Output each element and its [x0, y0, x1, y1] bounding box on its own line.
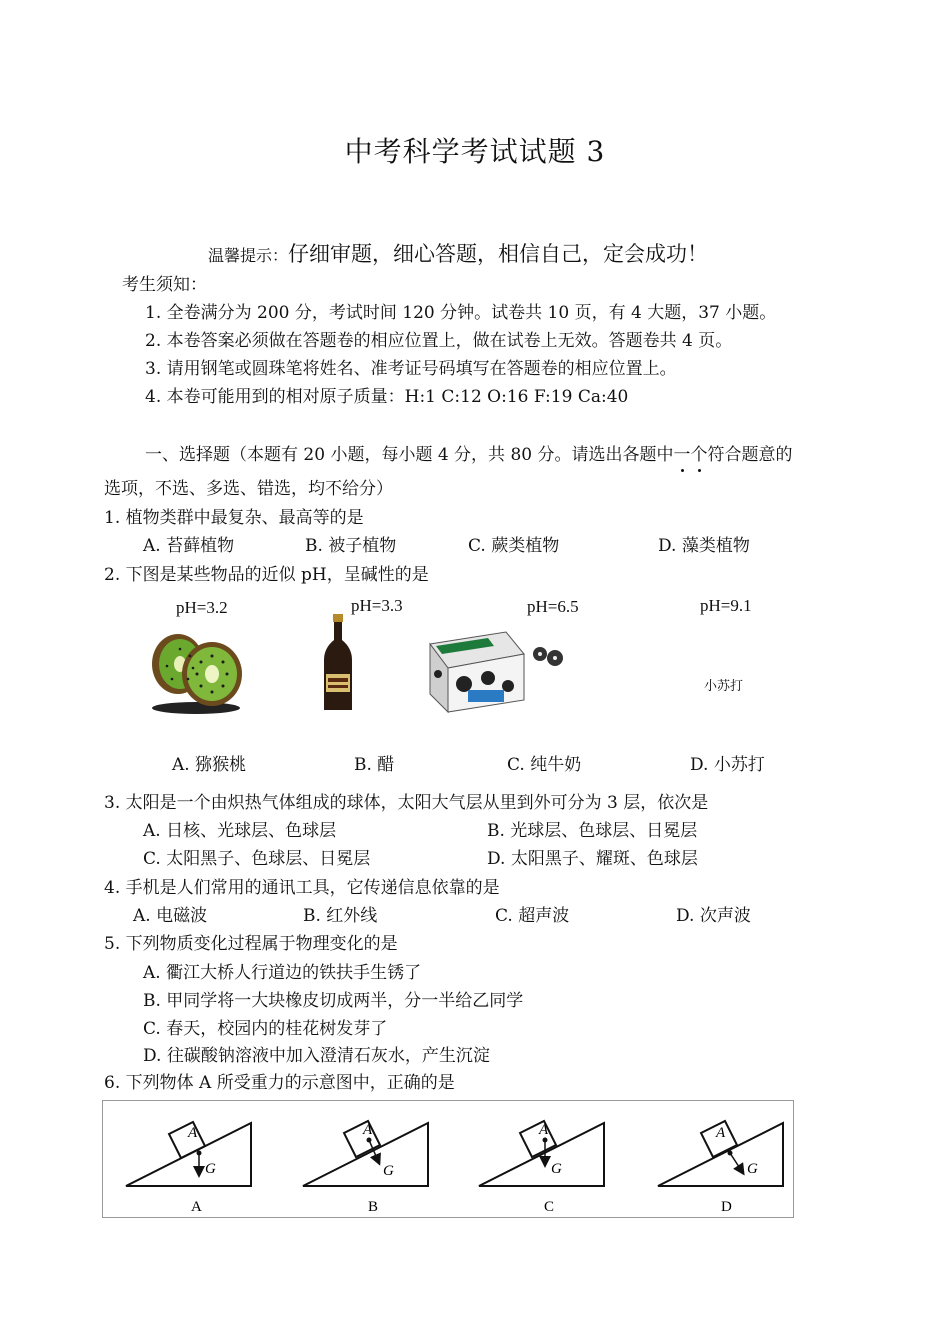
option: B. 红外线 [303, 906, 378, 926]
option: A. 猕猴桃 [172, 755, 247, 775]
notice-item: 3. 请用钢笔或圆珠笔将姓名、准考证号码填写在答题卷的相应位置上。 [145, 359, 677, 379]
question-stem: 2. 下图是某些物品的近似 pH，呈碱性的是 [104, 565, 429, 585]
tip-label: 温馨提示： [208, 246, 289, 265]
question-stem: 6. 下列物体 A 所受重力的示意图中，正确的是 [104, 1073, 455, 1093]
option: C. 超声波 [495, 906, 570, 926]
block-label: A [188, 1125, 198, 1141]
diagram-b [303, 1121, 428, 1215]
tip-line [208, 238, 708, 268]
option: C. 纯牛奶 [507, 755, 582, 775]
notice-item: 4. 本卷可能用到的相对原子质量：H:1 C:12 O:16 F:19 Ca:40 [145, 387, 629, 407]
diagram-label: A [191, 1199, 202, 1215]
section-heading-cont: 选项，不选、多选、错选，均不给分） [104, 479, 393, 499]
diagram-label: B [368, 1199, 379, 1215]
page-title: 中考科学考试试题 3 [344, 135, 606, 168]
option: C. 蕨类植物 [468, 536, 560, 556]
option: C. 太阳黑子、色球层、日冕层 [143, 849, 371, 869]
force-label: G [747, 1161, 758, 1177]
question-stem: 4. 手机是人们常用的通讯工具，它传递信息依靠的是 [104, 878, 500, 898]
option: B. 被子植物 [305, 536, 397, 556]
gravity-diagram-panel [102, 1100, 794, 1218]
question-stem: 1. 植物类群中最复杂、最高等的是 [104, 508, 364, 528]
diagram-label: D [721, 1199, 732, 1215]
kiwi-image [150, 622, 242, 714]
ph-label: pH=3.2 [176, 598, 228, 617]
option: A. 电磁波 [133, 906, 208, 926]
option: A. 日核、光球层、色球层 [143, 821, 337, 841]
force-label: G [383, 1163, 394, 1179]
milk-carton-image [428, 624, 568, 716]
option: D. 往碳酸钠溶液中加入澄清石灰水，产生沉淀 [143, 1046, 490, 1066]
option: A. 衢江大桥人行道边的铁扶手生锈了 [143, 963, 422, 983]
option: A. 苔藓植物 [143, 536, 235, 556]
ph-label: pH=9.1 [700, 596, 752, 615]
image-caption: 小苏打 [704, 679, 744, 694]
diagram-c [479, 1121, 604, 1215]
diagram-label: C [544, 1199, 555, 1215]
option: D. 小苏打 [690, 755, 765, 775]
force-label: G [205, 1161, 216, 1177]
option: C. 春天，校园内的桂花树发芽了 [143, 1019, 388, 1039]
block-label: A [363, 1122, 373, 1138]
ph-label: pH=3.3 [351, 596, 403, 615]
option: D. 藻类植物 [658, 536, 750, 556]
option: B. 醋 [354, 755, 395, 775]
diagram-a [126, 1122, 251, 1215]
notice-heading: 考生须知： [122, 275, 207, 295]
gravity-diagrams [103, 1101, 793, 1217]
vinegar-bottle-image [318, 612, 358, 714]
notice-item: 1. 全卷满分为 200 分，考试时间 120 分钟。试卷共 10 页，有 4 大题，37 小题。 [145, 303, 777, 323]
notice-item: 2. 本卷答案必须做在答题卷的相应位置上，做在试卷上无效。答题卷共 4 页。 [145, 331, 733, 351]
section-heading: 一、选择题（本题有 20 小题，每小题 4 分，共 80 分。请选出各题中一个符合题意的 [145, 445, 793, 465]
option: D. 次声波 [676, 906, 751, 926]
force-label: G [551, 1161, 562, 1177]
emphasis-char: 一 [673, 445, 691, 465]
question-stem: 3. 太阳是一个由炽热气体组成的球体，太阳大气层从里到外可分为 3 层，依次是 [104, 793, 709, 813]
ph-label: pH=6.5 [527, 597, 579, 616]
block-label: A [539, 1122, 549, 1138]
option: B. 光球层、色球层、日冕层 [487, 821, 698, 841]
option: B. 甲同学将一大块橡皮切成两半，分一半给乙同学 [143, 991, 524, 1011]
emphasis-char: 个 [690, 445, 708, 465]
question-stem: 5. 下列物质变化过程属于物理变化的是 [104, 934, 398, 954]
diagram-d [658, 1121, 783, 1215]
block-label: A [716, 1125, 726, 1141]
tip-text: 仔细审题，细心答题，相信自己，定会成功！ [288, 242, 709, 266]
option: D. 太阳黑子、耀斑、色球层 [487, 849, 698, 869]
